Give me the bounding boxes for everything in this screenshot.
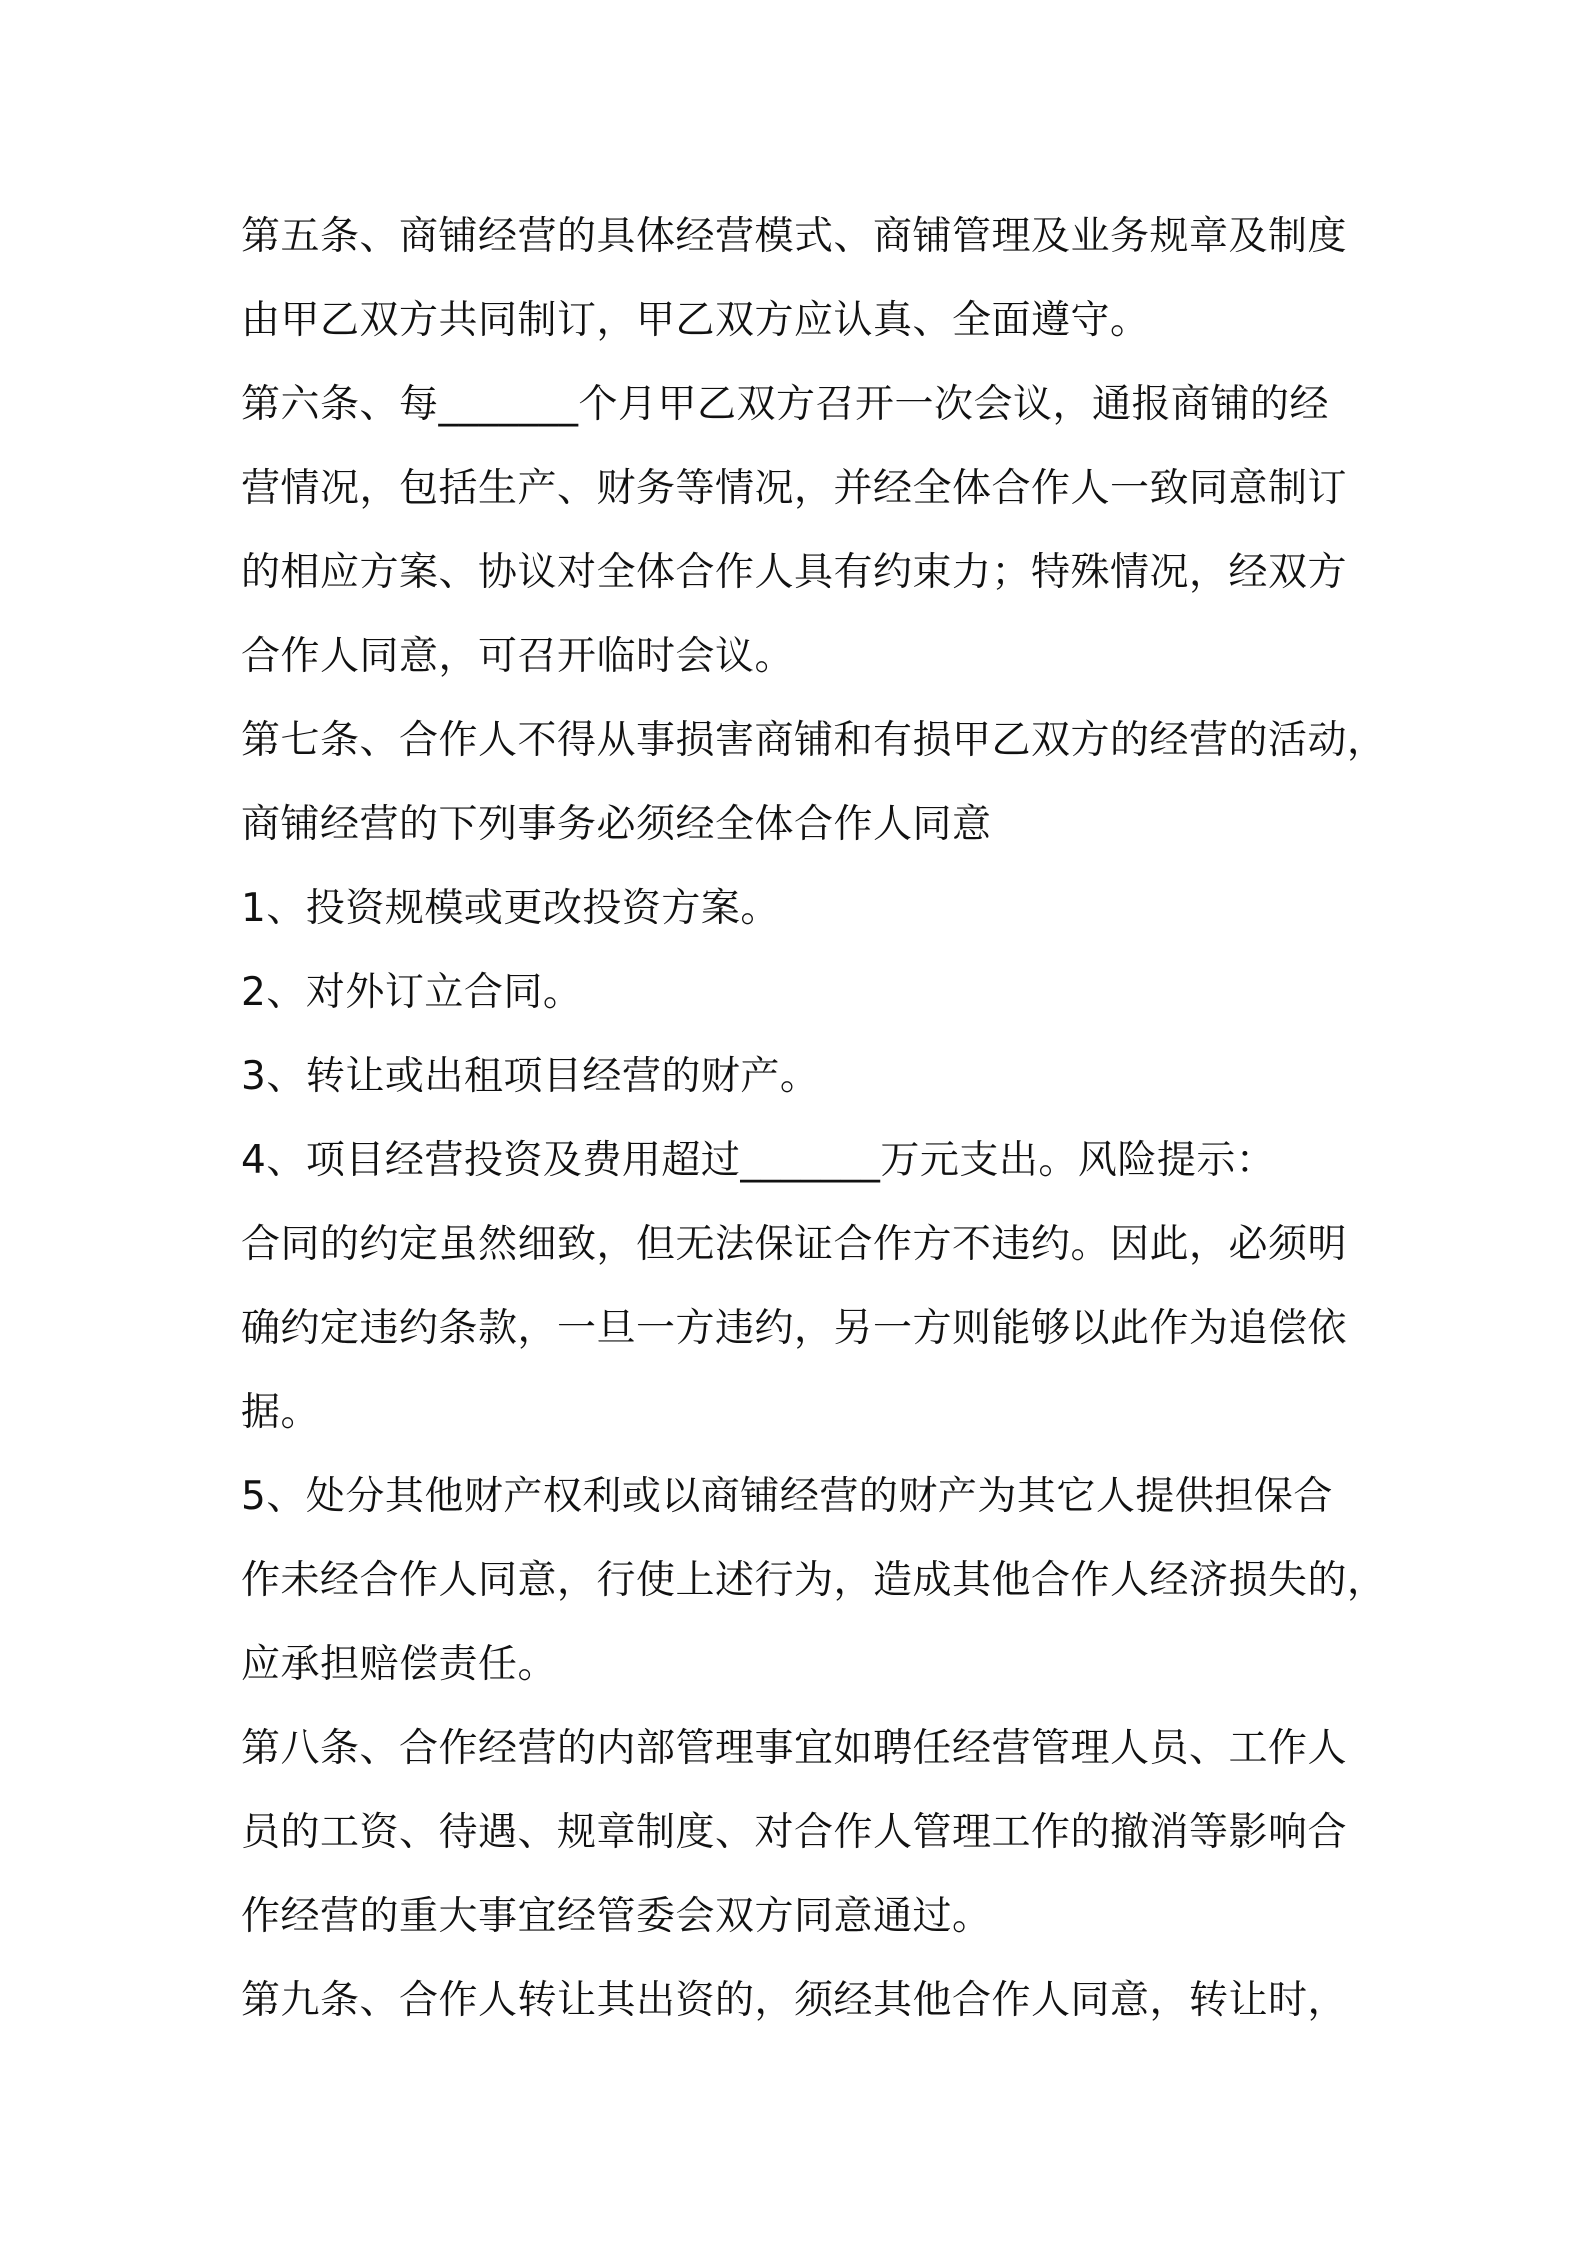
text-line: 第九条、合作人转让其出资的，须经其他合作人同意，转让时， bbox=[241, 1978, 1348, 2023]
text-line: 第六条、每_______个月甲乙双方召开一次会议，通报商铺的经 bbox=[241, 382, 1330, 427]
text-line: 合作人同意，可召开临时会议。 bbox=[241, 634, 795, 679]
text-line: 营情况，包括生产、财务等情况，并经全体合作人一致同意制订 bbox=[241, 466, 1348, 511]
text-line: 作经营的重大事宜经管委会双方同意通过。 bbox=[241, 1894, 992, 1939]
text-line: 员的工资、待遇、规章制度、对合作人管理工作的撤消等影响合 bbox=[241, 1810, 1348, 1855]
list-item: 4、项目经营投资及费用超过_______万元支出。风险提示： bbox=[241, 1138, 1276, 1183]
text-line: 据。 bbox=[241, 1390, 321, 1435]
list-item: 2、对外订立合同。 bbox=[241, 970, 583, 1015]
text-line: 第八条、合作经营的内部管理事宜如聘任经营管理人员、工作人 bbox=[241, 1726, 1348, 1771]
text-line: 由甲乙双方共同制订，甲乙双方应认真、全面遵守。 bbox=[241, 298, 1150, 343]
text-line: 作未经合作人同意，行使上述行为，造成其他合作人经济损失的， bbox=[241, 1558, 1387, 1603]
text-line: 的相应方案、协议对全体合作人具有约束力；特殊情况，经双方 bbox=[241, 550, 1348, 595]
text-line: 确约定违约条款，一旦一方违约，另一方则能够以此作为追偿依 bbox=[241, 1306, 1348, 1351]
list-item: 1、投资规模或更改投资方案。 bbox=[241, 886, 780, 931]
text-line: 第七条、合作人不得从事损害商铺和有损甲乙双方的经营的活动， bbox=[241, 718, 1387, 763]
text-line: 合同的约定虽然细致，但无法保证合作方不违约。因此，必须明 bbox=[241, 1222, 1348, 1267]
text-line: 商铺经营的下列事务必须经全体合作人同意 bbox=[241, 802, 992, 847]
text-line: 第五条、商铺经营的具体经营模式、商铺管理及业务规章及制度 bbox=[241, 214, 1348, 259]
list-item: 5、处分其他财产权利或以商铺经营的财产为其它人提供担保合 bbox=[241, 1474, 1333, 1519]
list-item: 3、转让或出租项目经营的财产。 bbox=[241, 1054, 820, 1099]
text-line: 应承担赔偿责任。 bbox=[241, 1642, 558, 1687]
document-body bbox=[241, 195, 1387, 2043]
